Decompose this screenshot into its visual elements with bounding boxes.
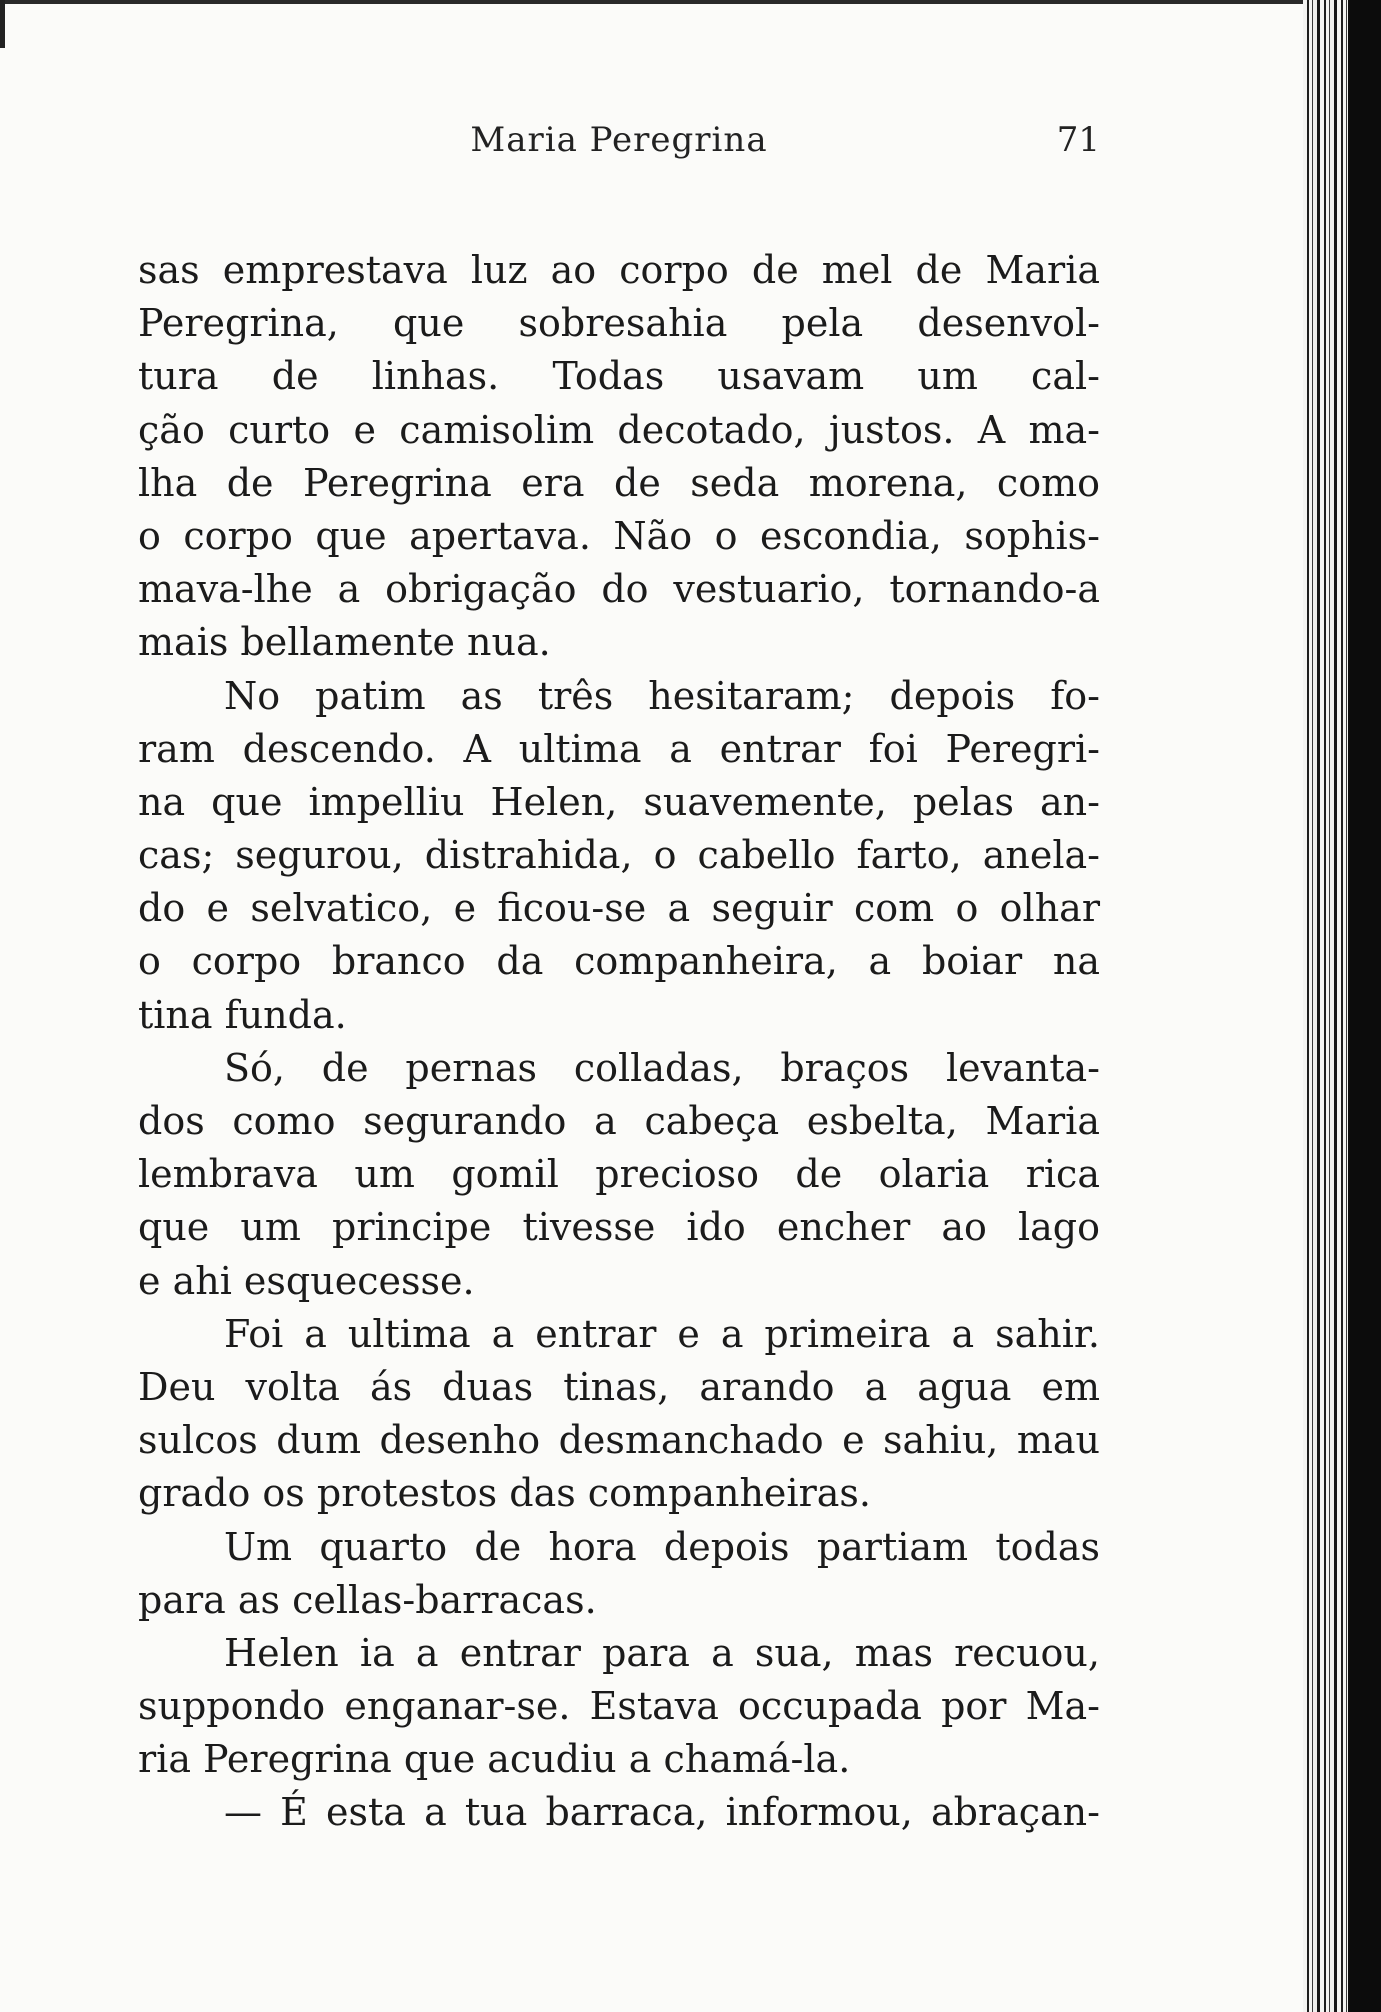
- text-line: Helen ia a entrar para a sua, mas recuou,: [224, 1630, 1100, 1675]
- text-line: Peregrina, que sobresahia pela desenvol-: [138, 301, 1100, 346]
- text-line: — É esta a tua barraca, informou, abraçan-: [224, 1790, 1100, 1835]
- text-line: Foi a ultima a entrar e a primeira a sahir.: [224, 1311, 1100, 1356]
- text-line: sulcos dum desenho desmanchado e sahiu, mau: [138, 1418, 1100, 1463]
- text-line: tina funda.: [138, 992, 347, 1037]
- text-line: ram descendo. A ultima a entrar foi Peregri-: [138, 726, 1100, 771]
- text-line: mava-lhe a obrigação do vestuario, tornando-a: [138, 567, 1100, 612]
- text-line: e ahi esquecesse.: [138, 1258, 475, 1303]
- text-line: o corpo branco da companheira, a boiar na: [138, 939, 1100, 984]
- top-edge-rule: [0, 0, 1381, 4]
- corner-mark: [0, 0, 5, 48]
- text-line: na que impelliu Helen, suavemente, pelas an-: [138, 779, 1100, 824]
- text-line: ria Peregrina que acudiu a chamá-la.: [138, 1737, 851, 1782]
- text-line: suppondo enganar-se. Estava occupada por Ma-: [138, 1684, 1100, 1729]
- text-line: que um principe tivesse ido encher ao lago: [138, 1205, 1100, 1250]
- text-line: lembrava um gomil precioso de olaria rica: [138, 1152, 1100, 1197]
- text-line: mais bellamente nua.: [138, 620, 551, 665]
- text-line: cas; segurou, distrahida, o cabello farto, anela-: [138, 833, 1100, 878]
- text-line: grado os protestos das companheiras.: [138, 1471, 871, 1516]
- text-line: sas emprestava luz ao corpo de mel de Maria: [138, 248, 1100, 292]
- text-line: dos como segurando a cabeça esbelta, Maria: [138, 1099, 1100, 1143]
- text-line: para as cellas-barracas.: [138, 1577, 597, 1622]
- text-line: ção curto e camisolim decotado, justos. A ma-: [138, 407, 1100, 452]
- text-line: o corpo que apertava. Não o escondia, sophis-: [138, 513, 1100, 558]
- text-line: Um quarto de hora depois partiam todas: [224, 1524, 1100, 1569]
- page-number: 71: [1056, 120, 1100, 160]
- text-line: tura de linhas. Todas usavam um cal-: [138, 354, 1100, 399]
- text-line: Só, de pernas colladas, braços levanta-: [224, 1045, 1100, 1090]
- text-line: Deu volta ás duas tinas, arando a agua em: [138, 1364, 1100, 1409]
- body-text: [138, 244, 1100, 1840]
- text-line: No patim as três hesitaram; depois fo-: [224, 673, 1100, 718]
- text-line: do e selvatico, e ficou-se a seguir com o olhar: [138, 886, 1100, 931]
- running-title: Maria Peregrina: [470, 120, 768, 160]
- running-head: [138, 120, 1100, 170]
- text-line: lha de Peregrina era de seda morena, como: [138, 460, 1100, 505]
- binding-shadow: [1348, 0, 1381, 2012]
